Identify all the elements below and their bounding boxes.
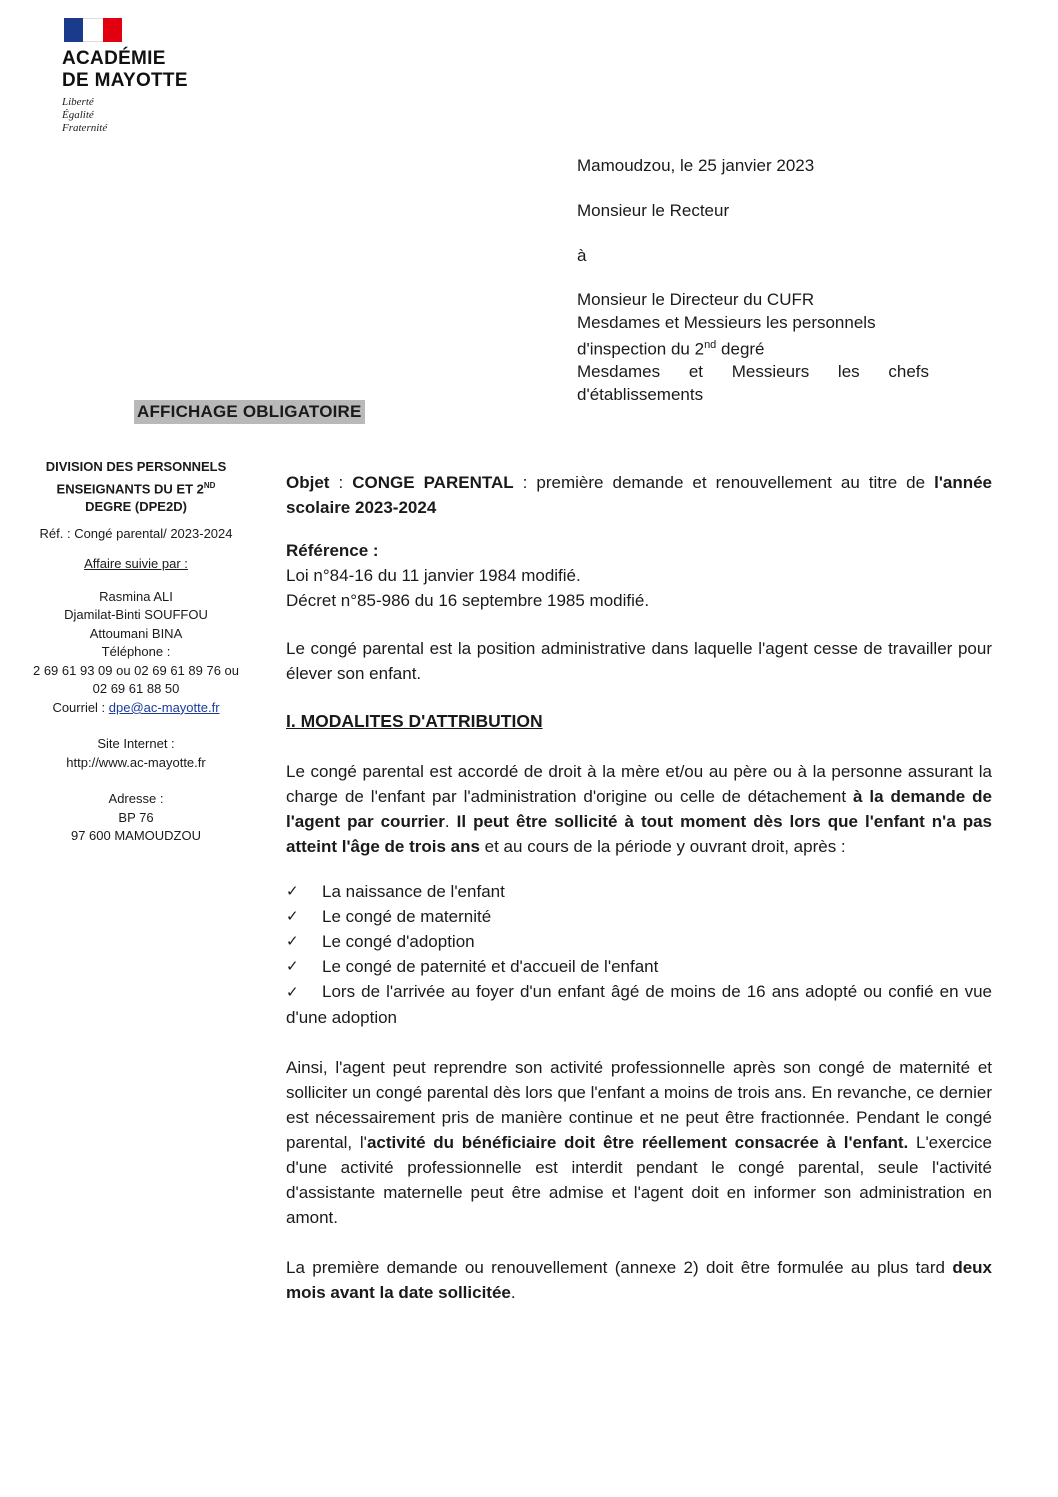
contact-person: Djamilat-Binti SOUFFOU [64, 607, 208, 623]
intro-paragraph: Le congé parental est la position administrative dans laquelle l'agent cesse de travailler pour élever son enfant. [286, 639, 992, 683]
sidebar-contact-info [22, 458, 250, 846]
institution-name-line2: DE MAYOTTE [62, 70, 188, 91]
attribution-paragraph: Le congé parental est accordé de droit à la mère et/ou au père ou à la personne assurant la charge de l'enfant par l'administration d'origine ou celle de détachement à la demande de l'agent par courrier. Il peut être sollicité à tout moment dès lors que l'enfant n'a pas atteint l'âge de trois ans et au cours de la période y ouvrant droit, après : [286, 762, 992, 856]
motto-liberte: Liberté [62, 96, 94, 108]
section-title: I. MODALITES D'ATTRIBUTION [286, 711, 543, 731]
list-item: ✓ Le congé d'adoption [286, 929, 992, 954]
institution-name-line1: ACADÉMIE [62, 48, 166, 69]
marianne-flag-icon [64, 18, 122, 42]
motto-egalite: Égalité [62, 109, 94, 121]
address-label: Adresse : [108, 791, 164, 807]
motto-fraternite: Fraternité [62, 122, 108, 134]
site-url[interactable]: http://www.ac-mayotte.fr [66, 754, 206, 770]
recipient-line: Mesdames et Messieurs les personnels [577, 312, 876, 332]
reference-code: Réf. : Congé parental/ 2023-2024 [39, 525, 233, 541]
check-icon: ✓ [286, 882, 299, 900]
address-line: BP 76 [118, 809, 154, 825]
division-line: DEGRE (DPE2D) [85, 499, 187, 515]
phone-numbers: 2 69 61 93 09 ou 02 69 61 89 76 ou [32, 662, 240, 678]
recipient-line: Mesdames et Messieurs les chefs [577, 362, 929, 382]
reference-decree: Décret n°85-986 du 16 septembre 1985 modifié. [286, 591, 650, 610]
site-label: Site Internet : [97, 736, 175, 752]
sender: Monsieur le Recteur [577, 201, 730, 220]
recipient-line: Monsieur le Directeur du CUFR [577, 290, 815, 309]
recipient-line: d'inspection du 2nd degré [577, 339, 765, 359]
list-item: ✓ Le congé de maternité [286, 904, 992, 929]
email-line: Courriel : dpe@ac-mayotte.fr [52, 699, 220, 715]
contact-person: Attoumani BINA [89, 625, 183, 641]
reference-law: Loi n°84-16 du 11 janvier 1984 modifié. [286, 566, 581, 585]
activity-paragraph: Ainsi, l'agent peut reprendre son activité professionnelle après son congé de maternité et solliciter un congé parental dès lors que l'enfant a moins de trois ans. En revanche, ce dernier est nécessairement pris de manière continue et ne peut être fractionnée. Pendant le congé parental, l'activité du bénéficiaire doit être réellement consacrée à l'enfant. L'exercice d'une activité professionnelle est interdit pendant le congé parental, seule l'activité d'assistante maternelle peut être admise et l'agent doit en informer son administration en amont. [286, 1058, 992, 1227]
check-icon: ✓ [286, 983, 299, 1001]
phone-label: Téléphone : [101, 644, 171, 660]
email-link[interactable]: dpe@ac-mayotte.fr [108, 699, 220, 715]
place-date: Mamoudzou, le 25 janvier 2023 [577, 156, 815, 175]
academie-logo [62, 18, 222, 135]
letter-body [286, 470, 992, 1305]
address-line: 97 600 MAMOUDZOU [70, 828, 202, 844]
recipient-line: d'établissements [577, 384, 704, 404]
phone-numbers: 02 69 61 88 50 [92, 681, 180, 697]
check-icon: ✓ [286, 907, 299, 925]
division-line: ENSEIGNANTS DU ET 2ND [56, 480, 216, 496]
objet-paragraph: Objet : CONGE PARENTAL : première demande et renouvellement au titre de l'année scolaire 2023-2024 [286, 473, 993, 517]
affaire-suivie-label: Affaire suivie par : [84, 556, 188, 572]
list-item: ✓ Lors de l'arrivée au foyer d'un enfant âgé de moins de 16 ans adopté ou confié en vue d'une adoption [286, 982, 992, 1027]
recipients-block [577, 289, 929, 406]
deadline-paragraph: La première demande ou renouvellement (annexe 2) doit être formulée au plus tard deux mois avant la date sollicitée. [286, 1258, 992, 1302]
affichage-obligatoire-banner: AFFICHAGE OBLIGATOIRE [134, 400, 365, 424]
division-line: DIVISION DES PERSONNELS [45, 459, 227, 474]
to-word: à [577, 246, 587, 265]
check-icon: ✓ [286, 957, 299, 975]
conditions-list [286, 879, 992, 979]
list-item: ✓ La naissance de l'enfant [286, 879, 992, 904]
list-item: ✓ Le congé de paternité et d'accueil de l'enfant [286, 954, 992, 979]
check-icon: ✓ [286, 932, 299, 950]
contact-person: Rasmina ALI [99, 588, 173, 604]
reference-heading: Référence : [286, 541, 379, 560]
